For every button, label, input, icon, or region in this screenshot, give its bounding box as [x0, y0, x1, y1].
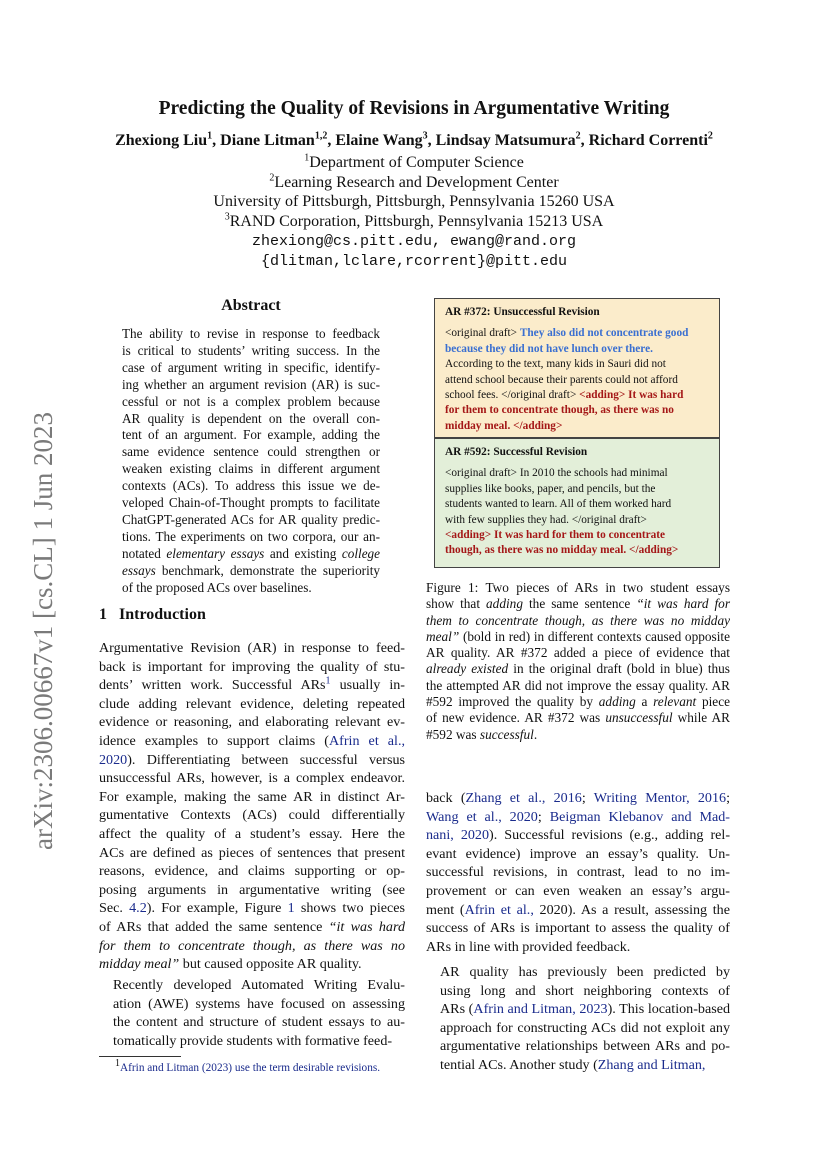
affiliation-sup: 3: [224, 211, 230, 223]
text-line: evidence or reasoning, and elaborating relevant ev-: [99, 714, 405, 731]
text-line: idence examples to support claims (Afrin et al.,: [99, 732, 406, 749]
text-line: the content and structure of student essays to au-: [113, 1014, 405, 1031]
box-heading: AR #592: Successful Revision: [445, 446, 588, 458]
text-line: using long and short neighboring contexts of: [440, 982, 730, 999]
text-line: <original draft> In 2010 the schools had minimal: [445, 467, 668, 480]
text-line: Sec. 4.2). For example, Figure 1 shows two pieces: [99, 900, 405, 917]
figure-box-unsuccessful: [434, 298, 720, 438]
author: Richard Correnti: [588, 132, 708, 149]
text-line: Wang et al., 2020; Beigman Klebanov and Mad-: [426, 808, 731, 825]
text-line: contexts (ACs). To address this issue we de-: [122, 478, 380, 494]
text-line: case of argument writing in specific, identify-: [122, 359, 380, 375]
figure-caption: [426, 580, 730, 743]
text-line: meal” (bold in red) in different contexts caused opposite: [426, 628, 730, 644]
text-line: ation (AWE) systems have focused on assessing: [113, 995, 405, 1012]
text-line: midday meal” but caused opposite AR quality.: [99, 956, 362, 973]
email-line: {dlitman,lclare,rcorrent}@pitt.edu: [260, 253, 568, 270]
email-line: zhexiong@cs.pitt.edu, ewang@rand.org: [251, 233, 577, 250]
text-line: AR quality has previously been predicted by: [440, 964, 730, 980]
text-line: For example, making the same AR in distinct Ar-: [99, 788, 405, 805]
author: Diane Litman: [220, 132, 315, 149]
text-line: affect the quality of a student’s essay. Here the: [99, 825, 405, 842]
author: Elaine Wang: [335, 132, 423, 149]
text-line: weaken existing claims in different argument: [122, 461, 380, 477]
abstract-body: [122, 326, 380, 597]
author-list: Zhexiong Liu$^1$, Diane Litman$^{1,2}$, Elaine Wang$^3$, Lindsay Matsumura$^2$, Richard Correnti$^2$: [115, 130, 713, 149]
text-line: supplies like books, paper, and pencils, but the: [445, 482, 656, 495]
affiliation-text: RAND Corporation, Pittsburgh, Pennsylvania 15213 USA: [229, 213, 604, 230]
intro-left-paragraph-2: [99, 976, 405, 1050]
text-line: AR quality. AR #372 added a piece of evidence that: [426, 645, 730, 661]
text-line: <original draft> They also did not concentrate good: [445, 327, 689, 340]
author-sup: 2: [575, 130, 581, 142]
footnote-sup: 1: [115, 1058, 120, 1070]
text-line: evant evidence) improve an essay’s quality. Un-: [426, 845, 730, 862]
text-line: argumentative relationships between ARs and po-: [440, 1038, 730, 1055]
text-line: clude adding relevant evidence, deleting repeated: [99, 695, 405, 712]
text-line: because they did not have lunch over there.: [445, 342, 653, 355]
arxiv-sidebar: [18, 300, 64, 860]
text-line: Argumentative Revision (AR) in response to feed-: [99, 640, 405, 656]
text-line: for them to concentrate though, as there was no: [99, 937, 405, 954]
text-line: back is important for improving the quality of stu-: [99, 658, 405, 675]
text-line: with few supplies they had. </original draft>: [445, 513, 647, 526]
author-sup: 3: [422, 130, 428, 142]
text-line: ing whether an argument revision (AR) is suc-: [122, 376, 380, 392]
text-line: nani, 2020). Successful revisions (e.g., adding rel-: [426, 827, 731, 844]
text-line: tions. The experiments on two corpora, our an-: [122, 528, 380, 544]
text-line: success of ARs is important to assess the quality of: [426, 920, 730, 937]
text-line: for them to concentrate though, as there was no: [445, 404, 674, 417]
affiliation: [0, 193, 828, 211]
author-sup: 2: [707, 130, 713, 142]
text-line: same evidence sentence could strengthen or: [122, 444, 380, 460]
text-line: tomatically provide students with formative feed-: [113, 1032, 393, 1049]
affiliation: [0, 154, 828, 172]
author-sup: 1,2: [314, 130, 328, 142]
text-line: provement or can even weaken an essay’s argu-: [426, 882, 730, 899]
text-line: show that adding the same sentence “it was hard for: [426, 596, 730, 612]
affiliation: [0, 213, 828, 231]
intro-right-paragraph: [426, 789, 730, 956]
text-line: Recently developed Automated Writing Evalu-: [113, 977, 405, 993]
text-line: ment (Afrin et al., 2020). As a result, assessing the: [426, 901, 730, 918]
section-heading: [99, 606, 206, 624]
section-number: 1: [99, 606, 107, 623]
text-line: tent of an argument. For example, adding the: [122, 427, 380, 443]
text-line: already existed in the original draft (bold in blue) thus: [426, 661, 730, 677]
footnote-rule: [99, 1056, 181, 1057]
text-line: unsuccessful ARs, however, is a complex endeavor.: [99, 770, 405, 787]
affiliation-sup: 2: [269, 172, 275, 184]
text-line: 2020). Differentiating between successful versus: [99, 751, 405, 768]
arxiv-identifier: arXiv:2306.00667v1 [cs.CL] 1 Jun 2023: [28, 412, 58, 850]
arxiv-id-vertical: [18, 300, 64, 860]
text-line: midday meal. </adding>: [445, 419, 563, 432]
text-line: AR quality is dependent on the overall con-: [122, 410, 380, 426]
text-line: gumentative Contexts (ACs) could differentially: [99, 807, 405, 824]
author-sup: 1: [207, 130, 213, 142]
text-line: of the proposed ACs over baselines.: [122, 579, 312, 595]
intro-left-paragraph: [99, 639, 405, 974]
section-title: Introduction: [119, 606, 206, 623]
text-line: ARs (Afrin and Litman, 2023). This location-based: [440, 1001, 731, 1018]
text-line: essays benchmark, demonstrate the superiority: [122, 562, 380, 578]
author: Zhexiong Liu: [115, 132, 208, 149]
text-line: cessful or not is a complex problem because: [122, 393, 380, 409]
box-body: [445, 466, 709, 558]
text-line: posing arguments in argumentative writing (see: [99, 881, 405, 898]
text-line: According to the text, many kids in Sauri did not: [445, 358, 666, 371]
text-line: #592 was successful.: [426, 726, 538, 742]
text-line: of ARs that added the same sentence “it was hard: [99, 918, 405, 935]
text-line: tential ACs. Another study (Zhang and Litman,: [440, 1056, 706, 1073]
text-line: the attempted AR did not improve the essay quality. AR: [426, 677, 730, 693]
affiliation: [0, 174, 828, 192]
text-line: veloped Chain-of-Thought prompts to facilitate: [122, 495, 380, 511]
text-line: reasons, evidence, and claims supporting or op-: [99, 863, 405, 880]
affiliation-text: Learning Research and Development Center: [274, 174, 559, 191]
author: Lindsay Matsumura: [435, 132, 576, 149]
text-line: The ability to revise in response to feedback: [122, 326, 380, 341]
affiliation-text: University of Pittsburgh, Pittsburgh, Pennsylvania 15260 USA: [213, 193, 615, 210]
text-line: attend school because their parents could not afford: [445, 373, 678, 386]
text-line: approach for constructing ACs did not exploit any: [440, 1019, 730, 1036]
text-line: though, as there was no midday meal. </adding>: [445, 544, 679, 557]
text-line: notated elementary essays and existing college: [122, 545, 380, 561]
text-line: them to concentrate though, as there was no midday: [426, 612, 730, 628]
text-line: dents’ written work. Successful ARs$^1$ usually in-: [99, 675, 405, 694]
text-line: school fees. </original draft> <adding> It was hard: [445, 389, 684, 402]
text-line: back (Zhang et al., 2016; Writing Mentor, 2016;: [426, 790, 730, 806]
text-line: successful revisions, in contrast, lead to no im-: [426, 864, 730, 881]
text-line: is critical to students’ writing success. In the: [122, 342, 380, 358]
box-heading: AR #372: Unsuccessful Revision: [445, 306, 600, 318]
footnote-text: Afrin and Litman (2023) use the term desirable revisions.: [120, 1062, 381, 1074]
text-line: ARs in line with provided feedback.: [426, 938, 631, 955]
text-line: ACs are defined as pieces of sentences that present: [99, 844, 405, 861]
intro-right-paragraph-2: [426, 963, 730, 1075]
footnote: [115, 1058, 381, 1075]
text-line: <adding> It was hard for them to concentrate: [445, 529, 666, 542]
text-line: ChatGPT-generated ACs for AR quality predic-: [122, 511, 380, 527]
text-line: #592 improved the quality by adding a relevant piece: [426, 694, 730, 710]
box-body: [445, 326, 709, 434]
text-line: students wanted to learn. All of them worked hard: [445, 498, 672, 511]
affiliation-text: Department of Computer Science: [309, 154, 524, 171]
abstract-heading: Abstract: [221, 297, 281, 314]
figure-box-successful: [434, 438, 720, 568]
text-line: of new evidence. AR #372 was unsuccessful while AR: [426, 710, 730, 726]
affiliation-sup: 1: [304, 152, 310, 164]
paper-title: Predicting the Quality of Revisions in Argumentative Writing: [158, 98, 670, 119]
text-line: Figure 1: Two pieces of ARs in two student essays: [426, 580, 730, 595]
